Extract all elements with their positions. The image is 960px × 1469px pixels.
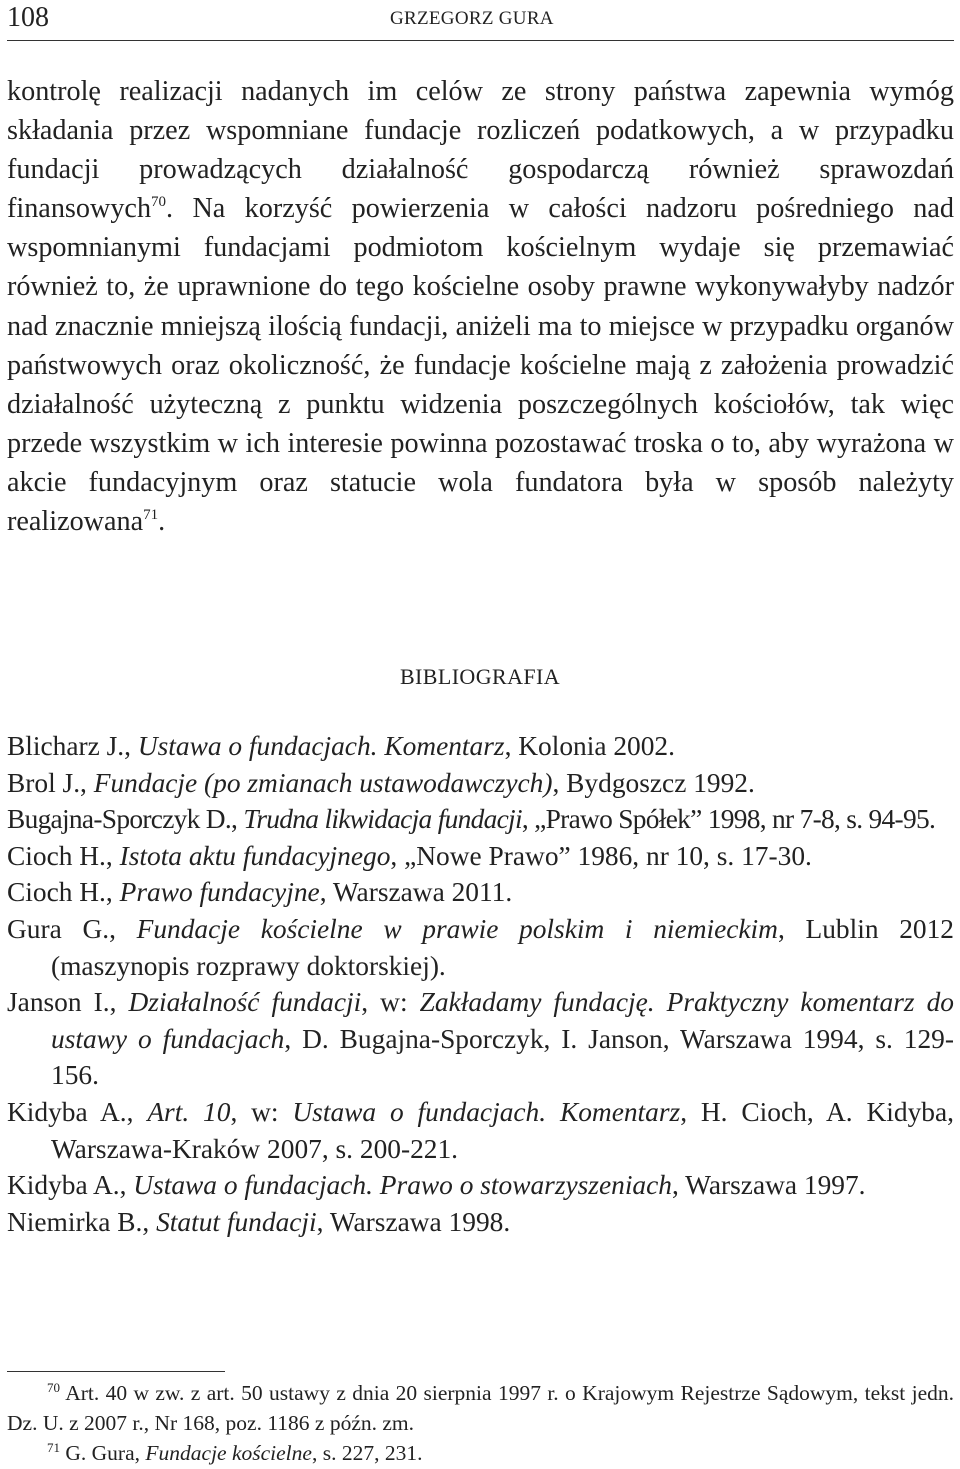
running-head: GRZEGORZ GURA	[390, 8, 554, 29]
entry-author: Bugajna-Sporczyk D.,	[7, 804, 244, 835]
bibliography-entry	[7, 1204, 954, 1241]
bibliography-entry	[7, 874, 954, 911]
bibliography-entry	[7, 728, 954, 765]
page-number: 108	[7, 2, 49, 33]
bibliography-entry	[7, 801, 954, 838]
entry-title: Istota aktu fundacyjnego	[119, 840, 391, 871]
entry-details: , H. Cioch, A. Kidyba, Warszawa-Kraków 2007, s. 200-221.	[51, 1096, 954, 1164]
footnote-ref-71[interactable]: 71	[143, 507, 159, 524]
entry-title: Działalność fundacji	[128, 987, 362, 1018]
footnote-number: 70	[47, 1380, 60, 1395]
bibliography-entry	[7, 765, 954, 802]
bibliography-entry	[7, 984, 954, 1094]
entry-author: Kidyba A.,	[7, 1170, 134, 1201]
entry-details: , Warszawa 1997.	[671, 1170, 866, 1201]
entry-title: Statut fundacji	[156, 1206, 317, 1237]
entry-details: , „Prawo Spółek” 1998, nr 7-8, s. 94-95.	[521, 804, 936, 835]
entry-details: , w:	[230, 1096, 293, 1127]
footnote-70	[7, 1378, 954, 1438]
entry-author: Janson I.,	[7, 987, 129, 1018]
entry-details: , „Nowe Prawo” 1986, nr 10, s. 17-30.	[390, 840, 812, 871]
entry-title: Ustawa o fundacjach. Prawo o stowarzyszeniach	[133, 1170, 672, 1201]
entry-details: , Bydgoszcz 1992.	[552, 767, 755, 798]
bibliography-title: BIBLIOGRAFIA	[399, 664, 561, 689]
page-header	[7, 0, 954, 41]
entry-details: , Warszawa 1998.	[316, 1206, 511, 1237]
bibliography-list	[7, 728, 954, 1240]
entry-title: Zakładamy fundację. Praktyczny komentarz do ustawy o fundacjach	[51, 987, 954, 1054]
entry-author: Niemirka B.,	[7, 1206, 157, 1237]
entry-details: , Kolonia 2002.	[504, 731, 675, 761]
bibliography-entry	[7, 1094, 954, 1167]
entry-author: Cioch H.,	[7, 877, 120, 908]
entry-author: Gura G.,	[7, 913, 137, 944]
entry-details: , Warszawa 2011.	[319, 877, 513, 908]
footnote-details: , s. 227, 231.	[311, 1441, 423, 1465]
footnote-divider	[7, 1371, 225, 1372]
body-text-part: kontrolę realizacji nadanych im celów ze strony państwa zapewnia wymóg składania przez wspomniane fundacje rozliczeń podatkowych, a w przypadku fundacji prowadzących działalność gospodarczą również sprawozdań finansowych	[7, 76, 954, 225]
footnote-text: Art. 40 w zw. z art. 50 ustawy z dnia 20 sierpnia 1997 r. o Krajowym Rejestrze Sądowym, tekst jedn. Dz. U. z 2007 r., Nr 168, poz. 1186 z późn. zm.	[7, 1381, 954, 1435]
body-paragraph	[7, 72, 954, 541]
entry-author: Cioch H.,	[7, 840, 120, 871]
entry-details: , w:	[361, 987, 420, 1018]
entry-title: Ustawa o fundacjach. Komentarz	[137, 731, 505, 761]
entry-author: Blicharz J.,	[7, 731, 138, 761]
footnote-text: G. Gura,	[60, 1441, 146, 1465]
body-text-part: .	[158, 506, 166, 538]
entry-title: Fundacje (po zmianach ustawodawczych)	[93, 767, 553, 798]
entry-title: Prawo fundacyjne	[119, 877, 320, 908]
entry-title: Art. 10	[147, 1096, 231, 1127]
footnote-71	[7, 1438, 954, 1468]
entry-details: , D. Bugajna-Sporczyk, I. Janson, Warszawa 1994, s. 129-156.	[51, 1023, 954, 1091]
body-text-part: . Na korzyść powierzenia w całości nadzoru pośredniego nad wspomnianymi fundacjami podmiotom kościelnym wydaje się przemawiać również to, że uprawnione do tego kościelne osoby prawne wykonywałyby nadzór nad znacznie mniejszą ilością fundacji, aniżeli ma to miejsce w przypadku organów państwowych oraz okoliczność, że fundacje kościelne mają z założenia prowadzić działalność użyteczną z punktu widzenia poszczególnych kościołów, tak więc przede wszystkim w ich interesie powinna pozostawać troska o to, aby wyrażona w akcie fundacyjnym oraz statucie wola fundatora była w sposób należyty realizowana	[7, 193, 954, 538]
footnotes	[7, 1378, 954, 1468]
entry-title: Ustawa o fundacjach. Komentarz	[292, 1096, 681, 1127]
footnote-title: Fundacje kościelne	[145, 1441, 312, 1465]
entry-author: Brol J.,	[7, 767, 94, 798]
bibliography-entry	[7, 911, 954, 984]
footnote-ref-70[interactable]: 70	[151, 194, 167, 211]
entry-details: , Lublin 2012 (maszynopis rozprawy doktorskiej).	[51, 913, 954, 981]
footnote-number: 71	[47, 1440, 60, 1455]
bibliography-entry	[7, 838, 954, 875]
entry-title: Fundacje kościelne w prawie polskim i niemieckim	[136, 913, 778, 944]
bibliography-entry	[7, 1167, 954, 1204]
entry-title: Trudna likwidacja fundacji	[243, 804, 522, 835]
entry-author: Kidyba A.,	[7, 1096, 148, 1127]
